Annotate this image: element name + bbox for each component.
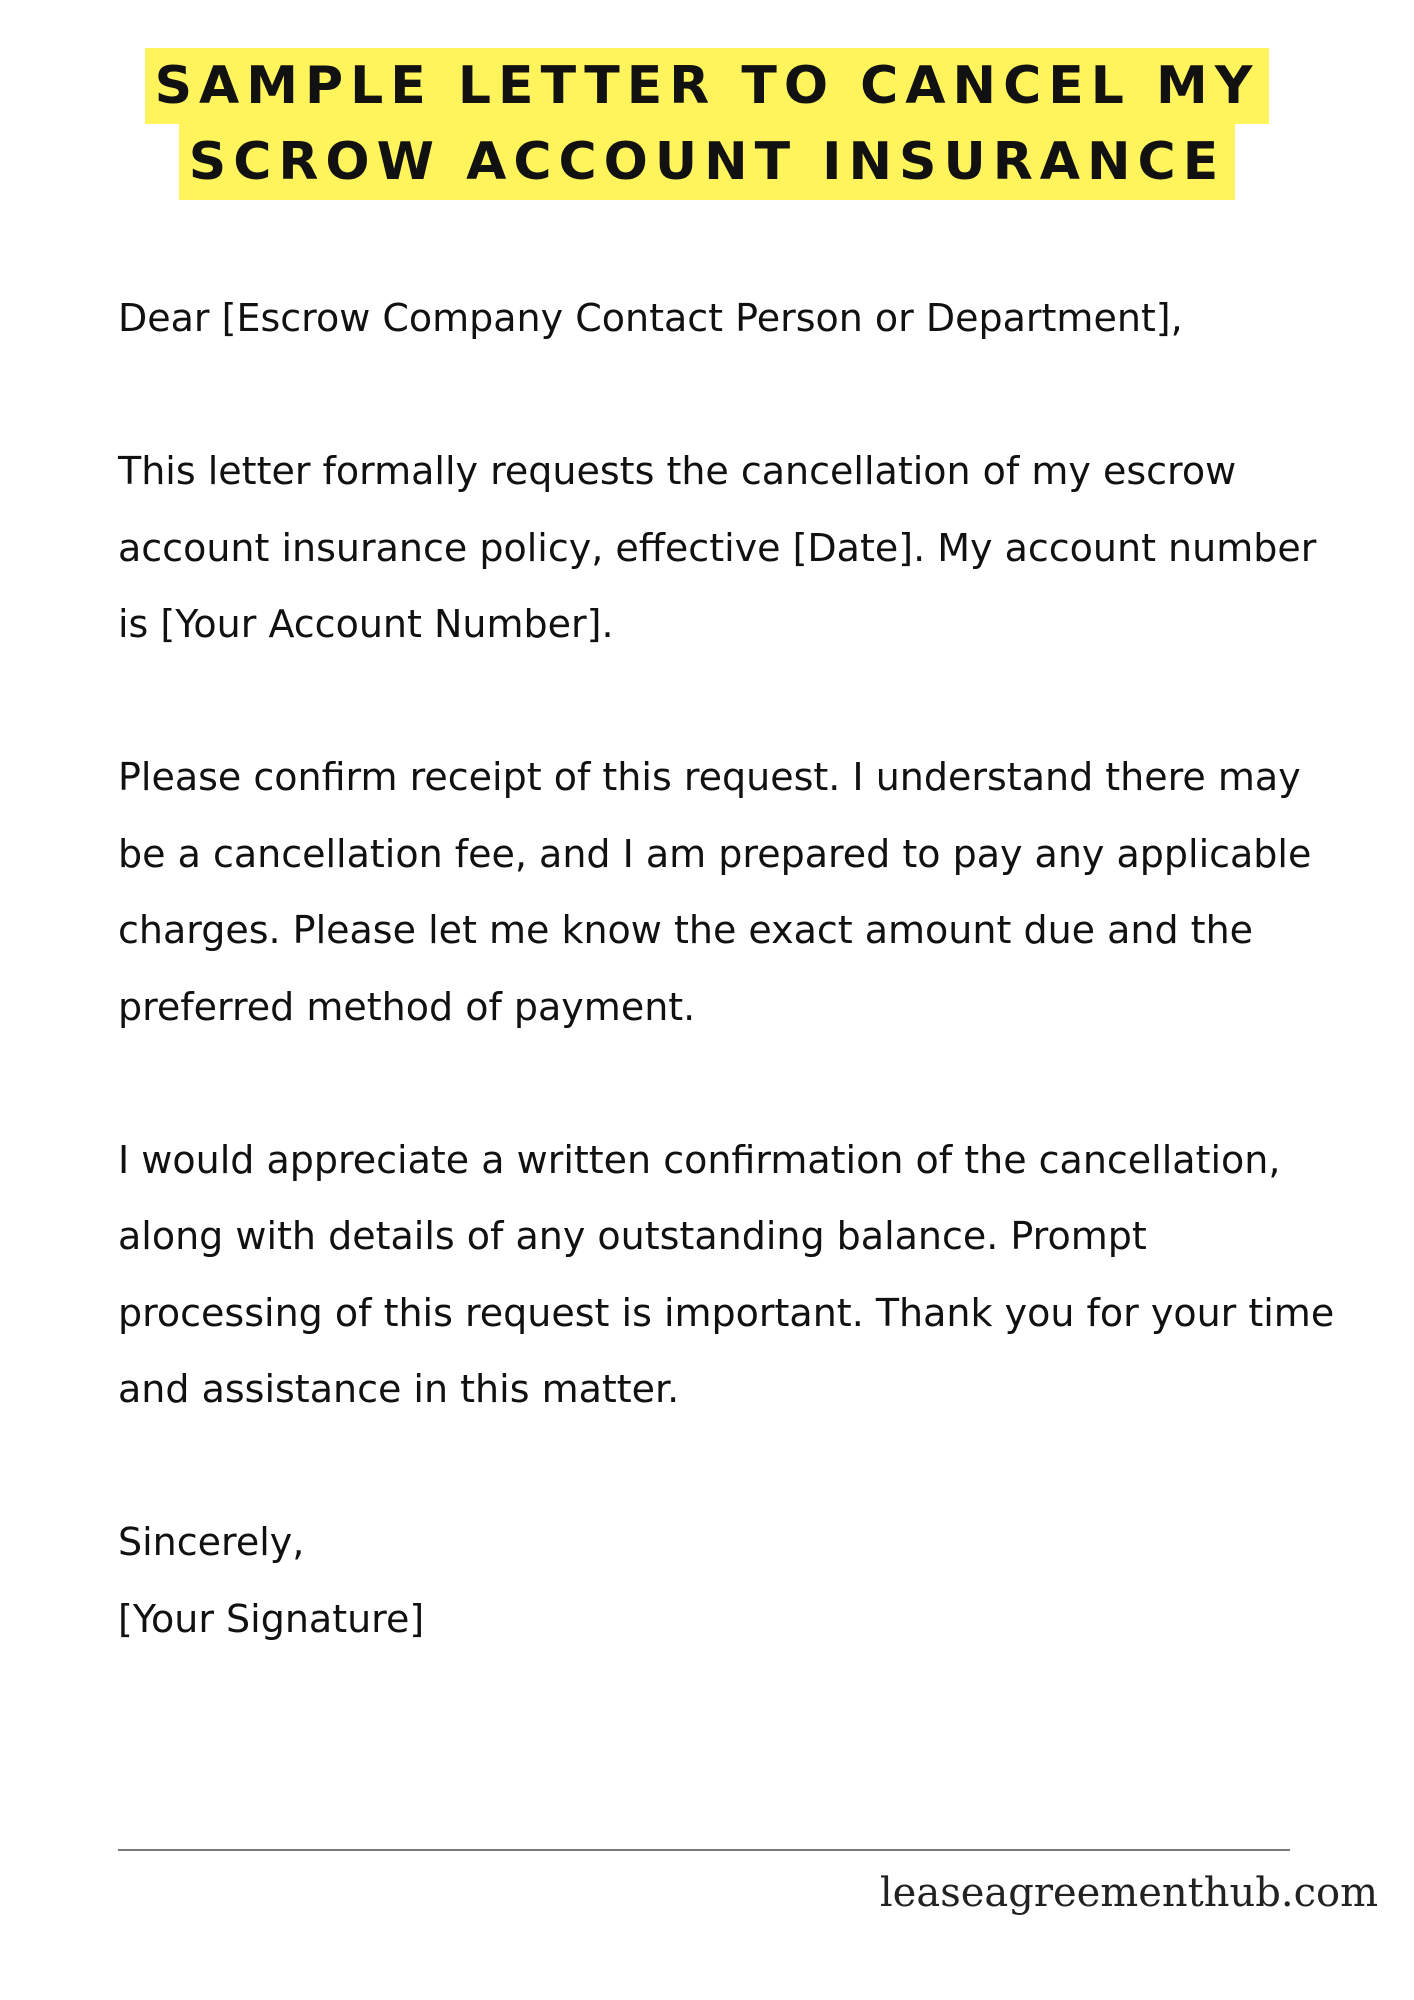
signature-placeholder: [Your Signature] (118, 1596, 425, 1641)
letter-paragraph-3: I would appreciate a written confirmation of the cancellation, along with details of any outstanding balance. Prompt processing of this request is important. Thank you for your time and assistance in this matter. (118, 1137, 1335, 1411)
letter-closing (118, 1504, 1358, 1657)
footer-divider (118, 1849, 1290, 1851)
letter-paragraph-1: This letter formally requests the cancellation of my escrow account insurance policy, effective [Date]. My account number is [Your Account Number]. (118, 449, 1317, 646)
title-line-1: SAMPLE LETTER TO CANCEL MY (145, 48, 1270, 124)
footer-website: leaseagreementhub.com (879, 1870, 1378, 1916)
letter-body (118, 280, 1358, 1657)
document-title (0, 48, 1414, 200)
title-line-2: SCROW ACCOUNT INSURANCE (179, 124, 1235, 200)
letter-salutation: Dear [Escrow Company Contact Person or Department], (118, 296, 1183, 340)
letter-paragraph-2: Please confirm receipt of this request. I understand there may be a cancellation fee, and I am prepared to pay any applicable charges. Please let me know the exact amount due and the preferred method of payment. (118, 755, 1312, 1029)
closing-phrase: Sincerely, (118, 1520, 305, 1564)
